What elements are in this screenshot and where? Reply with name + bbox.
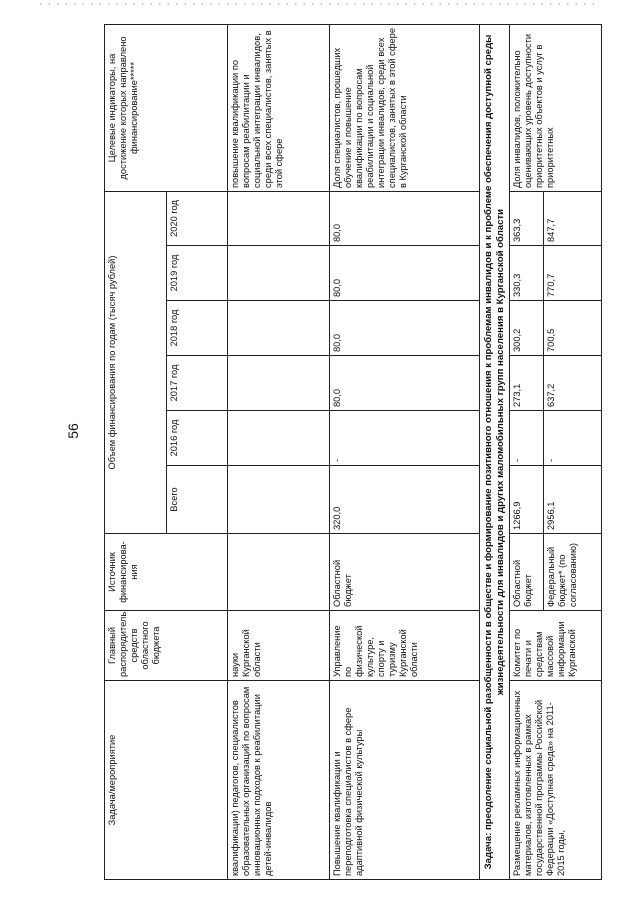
row-source: Областной бюджет (510, 534, 544, 611)
row-indicator: Доля инвалидов, положительно оценивающих уровень доступности приоритетных объектов и услуг в приоритетных (510, 24, 602, 191)
row-distributor: Управление по физической культуре, спорту и туризму Курганской области (330, 611, 480, 681)
row-2018: 700,5 (544, 301, 602, 356)
row-total: 320,0 (330, 466, 480, 534)
row-2016: - (510, 411, 544, 466)
row-2019: 80,0 (330, 246, 480, 301)
row-distributor: Комитет по печати и средствам массовой информации Курганской (510, 611, 602, 681)
header-2016: 2016 год (166, 411, 228, 466)
row-2017: 273,1 (510, 356, 544, 411)
row-2017: 80,0 (330, 356, 480, 411)
header-2019: 2019 год (166, 246, 228, 301)
row-total (228, 466, 330, 534)
row-2016: - (544, 411, 602, 466)
table-row (330, 24, 480, 879)
row-2020: 80,0 (330, 191, 480, 245)
row-2019 (228, 246, 330, 301)
row-2018 (228, 301, 330, 356)
rotated-page (85, 0, 578, 905)
row-2016 (228, 411, 330, 466)
task-heading-row (480, 24, 510, 879)
header-distributor: Главный распорядитель средств областного бюджета (105, 611, 228, 681)
row-2016: - (330, 411, 480, 466)
row-2020: 847,7 (544, 191, 602, 245)
row-task: квалификации) педагогов, специалистов образовательных организаций по вопросам инновационных подходов к реабилитации детей-инвалидов (228, 681, 330, 880)
row-2020 (228, 191, 330, 245)
row-2017: 637,2 (544, 356, 602, 411)
page-number: 56 (65, 423, 81, 439)
row-distributor: науки Курганской области (228, 611, 330, 681)
row-source: Федеральный бюджет* (по согласованию) (544, 534, 602, 611)
header-2018: 2018 год (166, 301, 228, 356)
row-source (228, 534, 330, 611)
funding-table (104, 24, 602, 880)
header-2020: 2020 год (166, 191, 228, 245)
row-2017 (228, 356, 330, 411)
row-total: 2956,1 (544, 466, 602, 534)
header-source: Источник финансирова-ния (105, 534, 228, 611)
row-indicator: Доля специалистов, прошедших обучение и повышение квалификации по вопросам реабилитации и социальной интеграции инвалидов, среди всех специалистов, занятых в этой сфере в Курганской области (330, 24, 480, 191)
row-total: 1266,9 (510, 466, 544, 534)
table-row (510, 24, 544, 879)
row-2018: 80,0 (330, 301, 480, 356)
header-indicators: Целевые индикаторы, на достижение которых направлено финансирование***** (105, 24, 228, 191)
row-2020: 363,3 (510, 191, 544, 245)
task-heading: Задача: преодоление социальной разобщенности в обществе и формирование позитивного отношения к проблемам инвалидов и к проблеме обеспечения доступной среды жизнедеятельности для инвалидов и других маломобильных групп населения в Курганской области (480, 24, 510, 879)
row-source: Областной бюджет (330, 534, 480, 611)
row-2019: 330,3 (510, 246, 544, 301)
header-task: Задача/мероприятие (105, 681, 228, 880)
header-total: Всего (166, 466, 228, 534)
row-2019: 770,7 (544, 246, 602, 301)
row-indicator: повышение квалификации по вопросам реабилитации и социальной интеграции инвалидов, среди всех специалистов, занятых в этой сфере (228, 24, 330, 191)
header-funding-group: Объем финансирования по годам (тысяч рублей) (105, 191, 167, 533)
table-row (228, 24, 330, 879)
row-task: Размещение рекламных информационных материалов, изготовленных в рамках государственной программы Российской Федерации «Доступная среда» на 2011-2015 годы, (510, 681, 602, 880)
row-2018: 300,2 (510, 301, 544, 356)
row-task: Повышение квалификации и переподготовка специалистов в сфере адаптивной физической культуры (330, 681, 480, 880)
header-2017: 2017 год (166, 356, 228, 411)
